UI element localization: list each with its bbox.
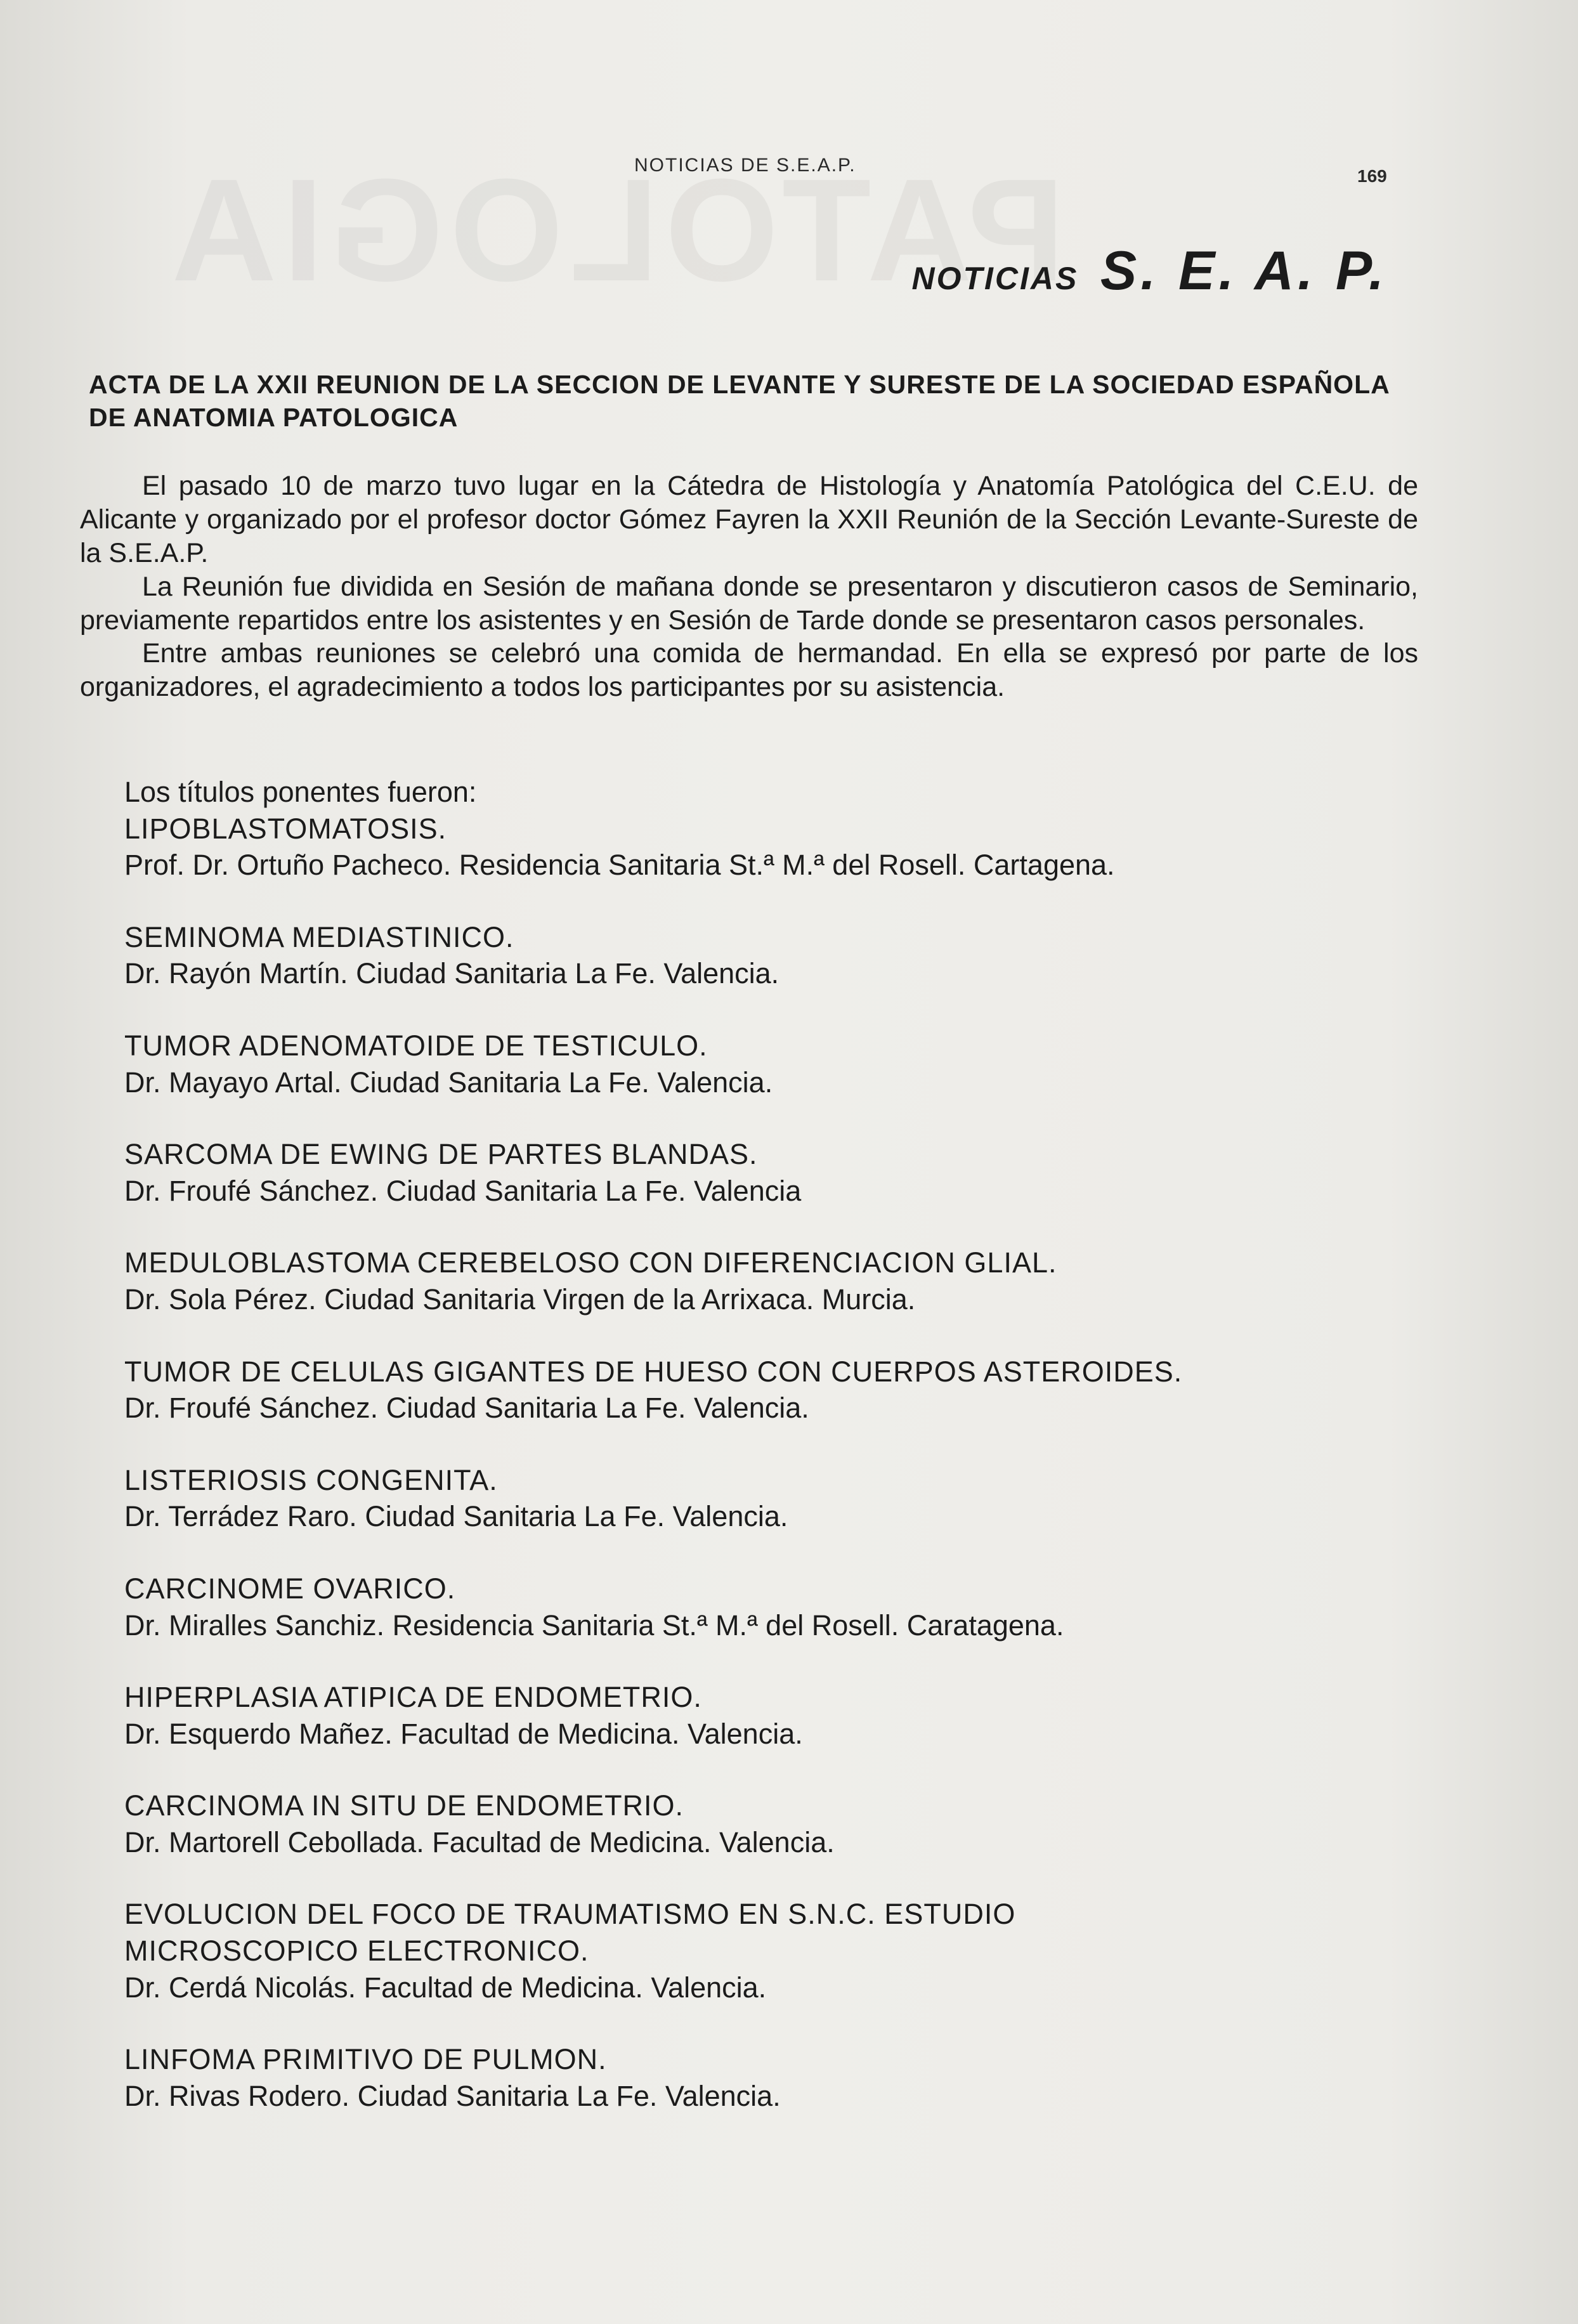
paragraph: Entre ambas reuniones se celebró una comida de hermandad. En ella se expresó por parte de los organizadores, el agradecimiento a todos los participantes por su asistencia. — [80, 638, 1418, 703]
list-item — [124, 919, 1431, 992]
entry-author: Dr. Rivas Rodero. Ciudad Sanitaria La Fe. Valencia. — [124, 2079, 781, 2112]
entry-title: SARCOMA DE EWING DE PARTES BLANDAS. — [124, 1138, 758, 1171]
article-heading: ACTA DE LA XXII REUNION DE LA SECCION DE LEVANTE Y SURESTE DE LA SOCIEDAD ESPAÑOLA DE ANATOMIA PATOLOGICA — [89, 370, 1390, 433]
entry-title: TUMOR DE CELULAS GIGANTES DE HUESO CON CUERPOS ASTEROIDES. — [124, 1355, 1183, 1388]
list-item — [124, 1354, 1431, 1426]
presentations-list — [124, 774, 1431, 2150]
entry-author: Dr. Rayón Martín. Ciudad Sanitaria La Fe. Valencia. — [124, 957, 779, 990]
section-title-prefix: NOTICIAS — [911, 261, 1079, 296]
entry-author: Dr. Sola Pérez. Ciudad Sanitaria Virgen de la Arrixaca. Murcia. — [124, 1283, 916, 1315]
entry-author: Dr. Froufé Sánchez. Ciudad Sanitaria La Fe. Valencia. — [124, 1392, 809, 1425]
entry-title: LIPOBLASTOMATOSIS. — [124, 812, 447, 845]
list-item — [124, 1244, 1431, 1317]
list-item — [124, 774, 1431, 884]
entry-title: EVOLUCION DEL FOCO DE TRAUMATISMO EN S.N.C. ESTUDIO MICROSCOPICO ELECTRONICO. — [124, 1898, 1016, 1968]
entry-author: Dr. Mayayo Artal. Ciudad Sanitaria La Fe. Valencia. — [124, 1066, 773, 1099]
list-intro: Los títulos ponentes fueron: — [124, 776, 477, 808]
list-item — [124, 1570, 1431, 1643]
section-title-name: S. E. A. P. — [1100, 240, 1388, 301]
entry-title: SEMINOMA MEDIASTINICO. — [124, 920, 514, 953]
article-body — [80, 469, 1418, 704]
entry-author: Dr. Esquerdo Mañez. Facultad de Medicina. Valencia. — [124, 1717, 803, 1750]
entry-title: MEDULOBLASTOMA CEREBELOSO CON DIFERENCIACION GLIAL. — [124, 1246, 1057, 1279]
list-item — [124, 1896, 1431, 2006]
entry-author: Dr. Terrádez Raro. Ciudad Sanitaria La Fe. Valencia. — [124, 1500, 788, 1533]
list-item — [124, 1679, 1431, 1752]
entry-author: Dr. Miralles Sanchiz. Residencia Sanitaria St.ª M.ª del Rosell. Caratagena. — [124, 1609, 1064, 1642]
list-item — [124, 1028, 1431, 1100]
entry-author: Dr. Froufé Sánchez. Ciudad Sanitaria La Fe. Valencia — [124, 1174, 802, 1207]
paragraph: La Reunión fue dividida en Sesión de mañana donde se presentaron y discutieron casos de Seminario, previamente repartidos entre los asistentes y en Sesión de Tarde donde se presentaron casos personales. — [80, 571, 1418, 636]
entry-title: CARCINOME OVARICO. — [124, 1572, 456, 1605]
paragraph: El pasado 10 de marzo tuvo lugar en la Cátedra de Histología y Anatomía Patológica del C.E.U. de Alicante y organizado por el profesor doctor Gómez Fayren la XXII Reunión de la Sección Levante-Sureste de la S.E.A.P. — [80, 471, 1418, 568]
entry-author: Prof. Dr. Ortuño Pacheco. Residencia Sanitaria St.ª M.ª del Rosell. Cartagena. — [124, 849, 1115, 882]
entry-title: TUMOR ADENOMATOIDE DE TESTICULO. — [124, 1029, 708, 1062]
running-head: NOTICIAS DE S.E.A.P. — [634, 155, 856, 176]
list-item — [124, 1462, 1431, 1535]
entry-title: LINFOMA PRIMITIVO DE PULMON. — [124, 2043, 607, 2076]
entry-title: HIPERPLASIA ATIPICA DE ENDOMETRIO. — [124, 1681, 702, 1714]
entry-author: Dr. Cerdá Nicolás. Facultad de Medicina. Valencia. — [124, 1971, 767, 2004]
list-item — [124, 1136, 1431, 1209]
entry-title: LISTERIOSIS CONGENITA. — [124, 1463, 498, 1496]
list-item — [124, 2041, 1431, 2114]
page-number: 169 — [1357, 166, 1387, 186]
entry-title: CARCINOMA IN SITU DE ENDOMETRIO. — [124, 1789, 684, 1822]
section-title — [911, 240, 1388, 303]
list-item — [124, 1787, 1431, 1860]
entry-author: Dr. Martorell Cebollada. Facultad de Medicina. Valencia. — [124, 1825, 835, 1858]
